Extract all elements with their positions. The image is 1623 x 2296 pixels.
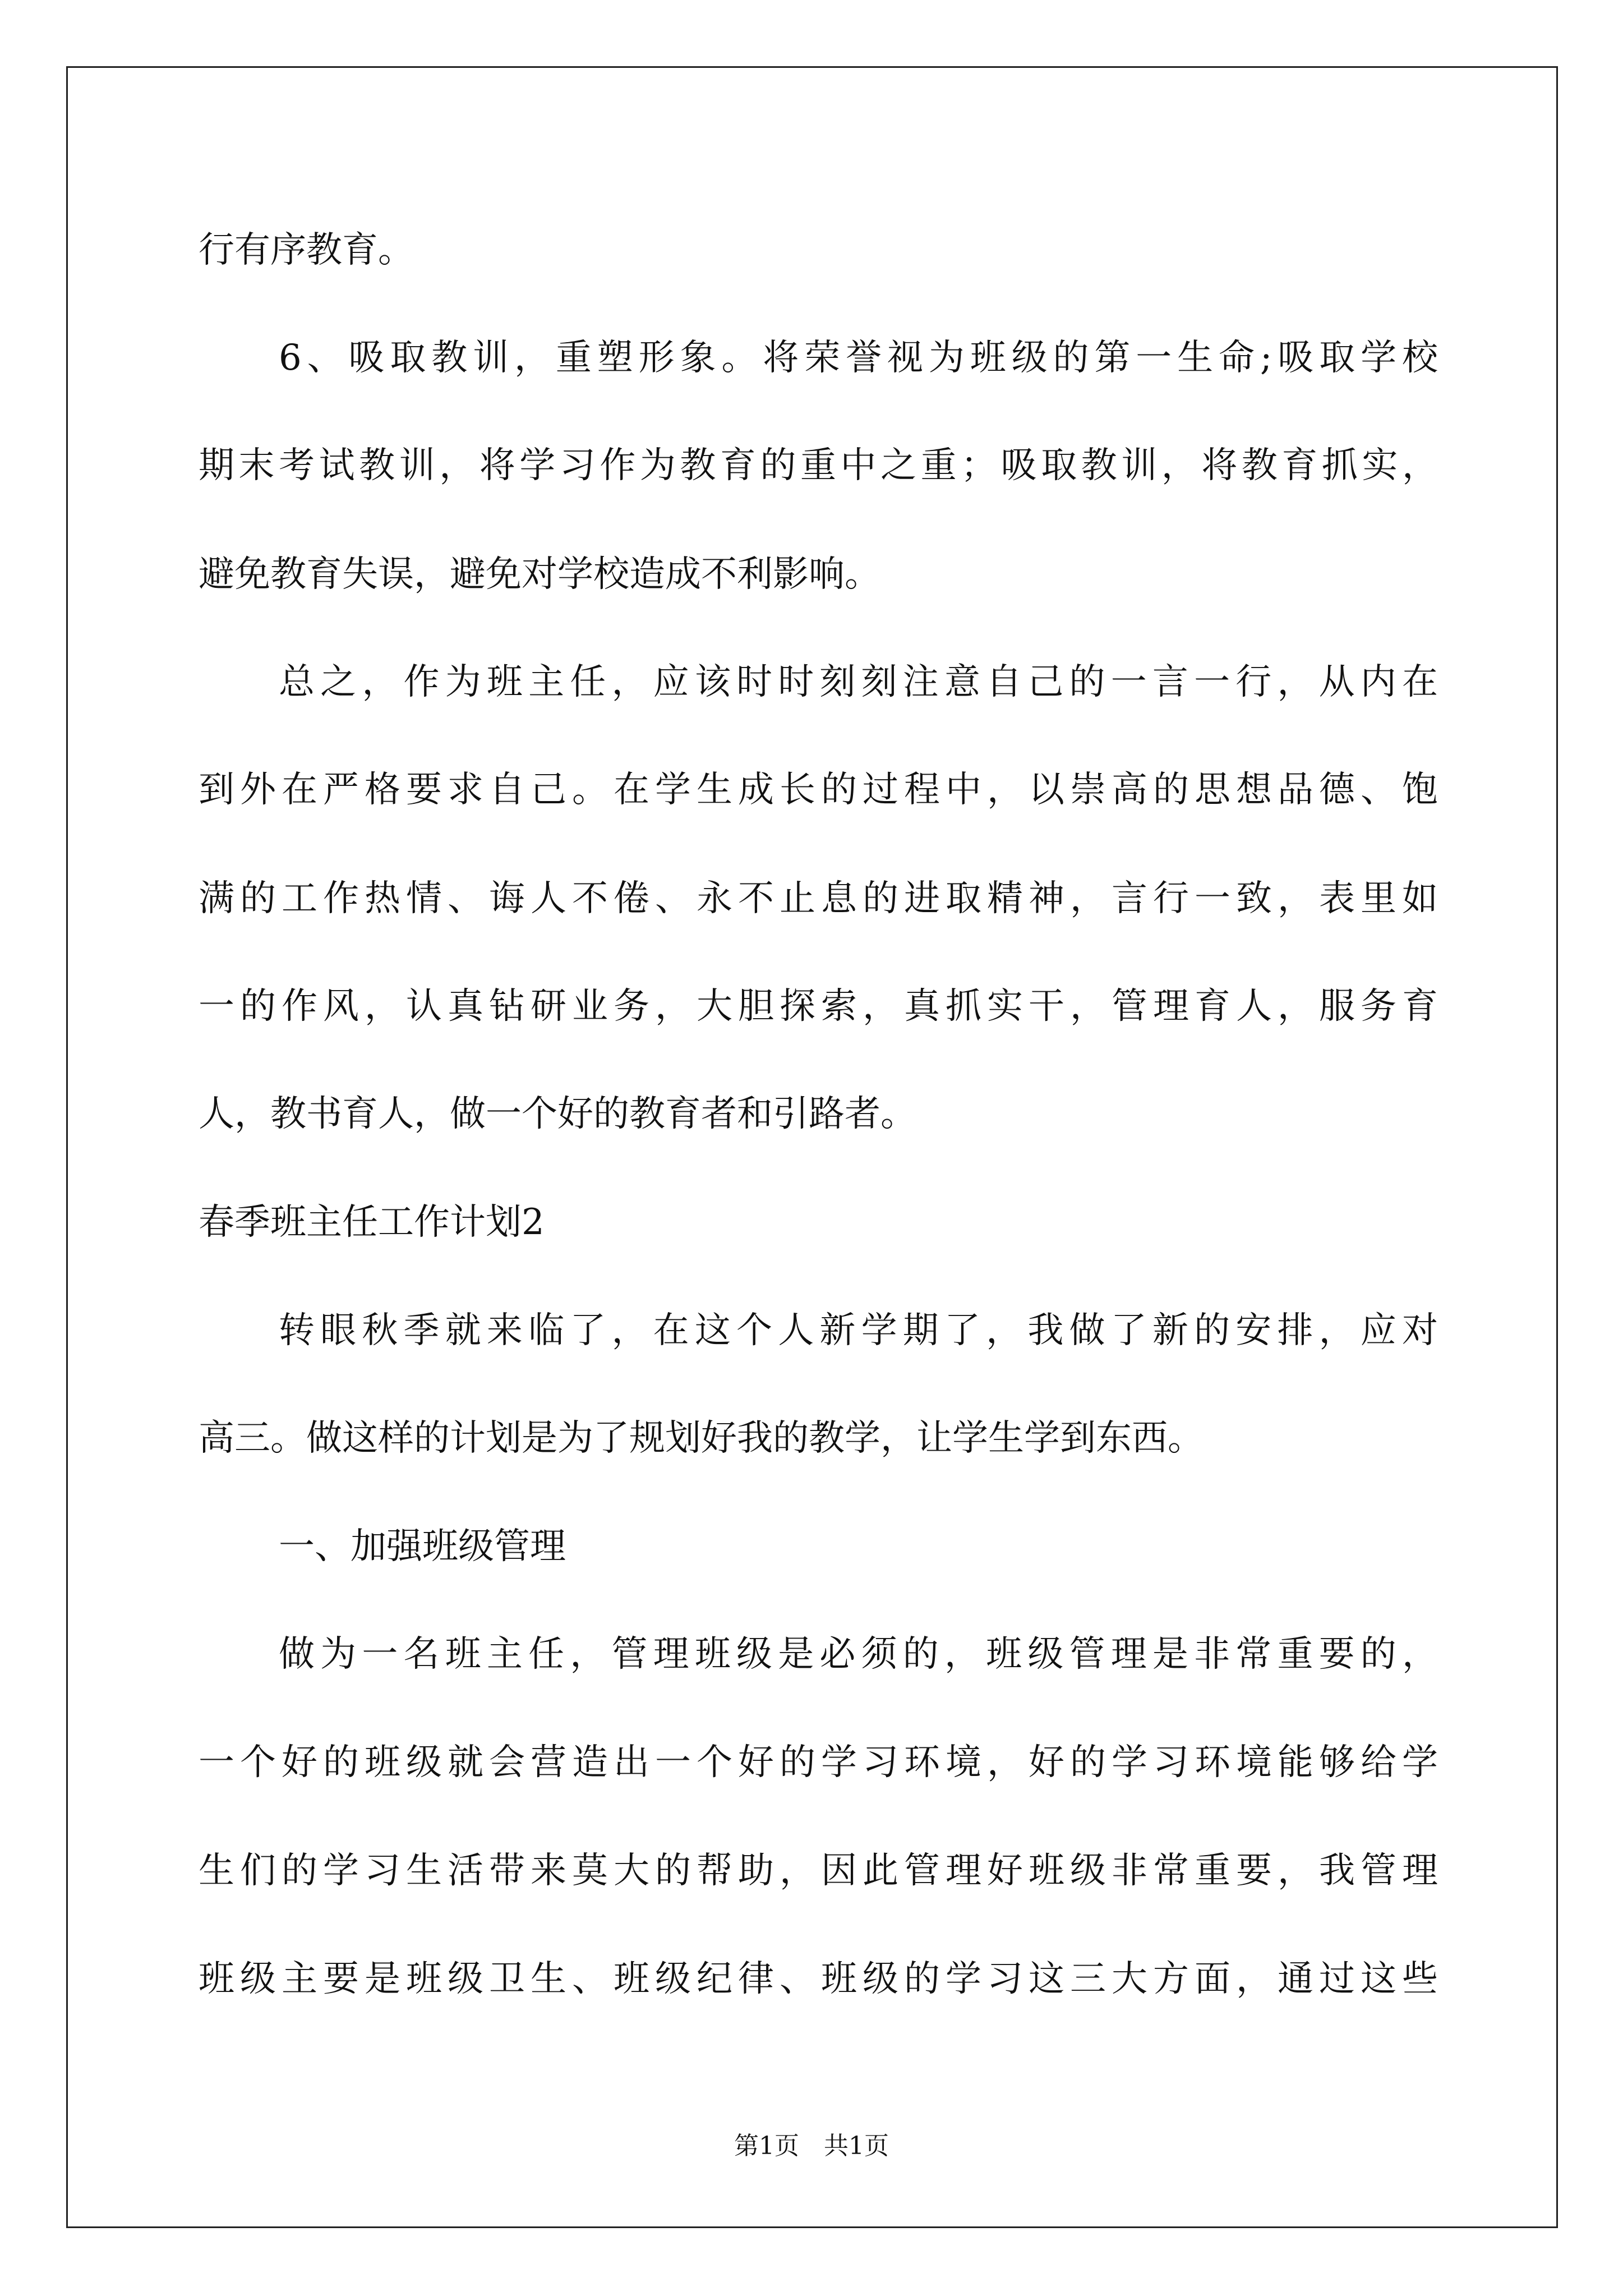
page-footer [0, 2131, 1623, 2162]
page-border [66, 66, 1558, 2228]
text-line: 6、吸取教训，重塑形象。将荣誉视为班级的第一生命;吸取学校 [279, 337, 1438, 379]
subsection-heading: 一、加强班级管理 [279, 1526, 566, 1567]
text-line: 人，教书育人，做一个好的教育者和引路者。 [199, 1093, 916, 1135]
text-line: 生们的学习生活带来莫大的帮助，因此管理好班级非常重要，我管理 [199, 1850, 1438, 1892]
text-line: 一的作风，认真钻研业务，大胆探索，真抓实干，管理育人，服务育 [199, 986, 1438, 1027]
text-line: 转眼秋季就来临了，在这个人新学期了，我做了新的安排，应对 [279, 1310, 1438, 1351]
text-line: 避免教育失误，避免对学校造成不利影响。 [199, 554, 880, 595]
page-total: 共1页 [824, 2132, 889, 2160]
text-line: 总之，作为班主任，应该时时刻刻注意自己的一言一行，从内在 [279, 661, 1438, 703]
section-heading: 春季班主任工作计划2 [199, 1202, 545, 1243]
text-line: 班级主要是班级卫生、班级纪律、班级的学习这三大方面，通过这些 [199, 1958, 1438, 2000]
page-number: 第1页 [734, 2132, 799, 2160]
text-line: 行有序教育。 [199, 229, 414, 271]
text-line: 高三。做这样的计划是为了规划好我的教学，让学生学到东西。 [199, 1418, 1204, 1459]
text-line: 一个好的班级就会营造出一个好的学习环境，好的学习环境能够给学 [199, 1742, 1438, 1783]
text-line: 期末考试教训，将学习作为教育的重中之重；吸取教训，将教育抓实， [199, 445, 1438, 486]
text-line: 做为一名班主任，管理班级是必须的，班级管理是非常重要的， [279, 1634, 1438, 1675]
text-line: 到外在严格要求自己。在学生成长的过程中，以崇高的思想品德、饱 [199, 769, 1438, 811]
text-line: 满的工作热情、诲人不倦、永不止息的进取精神，言行一致，表里如 [199, 878, 1438, 919]
